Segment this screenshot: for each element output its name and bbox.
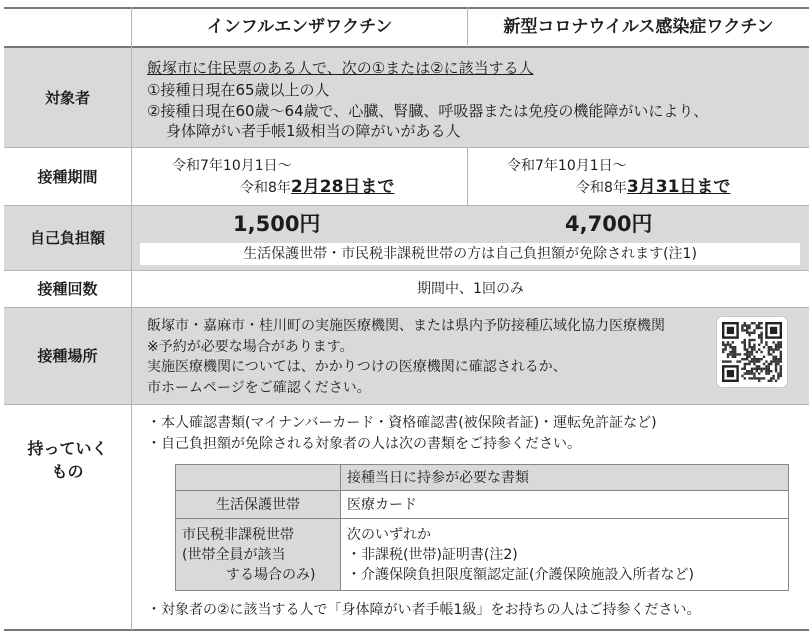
covid-period-end-date: 3月31日まで <box>626 177 731 197</box>
period-label: 接種期間 <box>37 167 98 186</box>
qr-module <box>760 370 762 372</box>
qr-module <box>753 360 755 362</box>
qr-module <box>758 336 760 338</box>
covid-price: 4,700円 <box>565 212 653 236</box>
qr-module <box>746 329 748 331</box>
qr-module <box>753 372 755 374</box>
qr-module <box>746 327 748 329</box>
qr-module <box>760 339 762 341</box>
qr-module <box>751 370 753 372</box>
bring-bullet3: ・対象者の②に該当する人で「身体障がい者手帳1級」をお持ちの人はご持参ください。 <box>147 602 701 618</box>
qr-module <box>768 370 770 372</box>
qr-module <box>775 346 777 348</box>
qr-module <box>736 360 738 362</box>
qr-module <box>753 363 755 365</box>
qr-module <box>722 351 724 353</box>
qr-module <box>768 348 770 350</box>
qr-module <box>765 368 767 370</box>
place-line1: 飯塚市・嘉麻市・桂川町の実施医療機関、または県内予防接種広域化協力医療機関 <box>147 318 665 334</box>
qr-module <box>760 351 762 353</box>
qr-module <box>763 368 765 370</box>
qr-module <box>780 356 782 358</box>
target-line4: 身体障がい者手帳1級相当の障がいがある人 <box>166 122 461 140</box>
qr-module <box>775 370 777 372</box>
qr-module <box>727 353 729 355</box>
qr-module <box>734 356 736 358</box>
qr-module <box>739 353 741 355</box>
qr-module <box>729 346 731 348</box>
qr-module <box>732 348 734 350</box>
qr-module <box>770 353 772 355</box>
row2-label <box>176 519 341 591</box>
qr-module <box>732 341 734 343</box>
qr-module <box>753 356 755 358</box>
target-line2: ①接種日現在65歳以上の人 <box>147 81 330 99</box>
bring-bullet2: ・自己負担額が免除される対象者の人は次の書類をご持参ください。 <box>147 436 581 452</box>
qr-module <box>780 351 782 353</box>
qr-module <box>753 332 755 334</box>
qr-module <box>741 324 743 326</box>
qr-module <box>770 363 772 365</box>
qr-module <box>748 327 750 329</box>
row2-value <box>341 519 789 591</box>
qr-module <box>758 348 760 350</box>
qr-module <box>744 358 746 360</box>
qr-module <box>753 339 755 341</box>
qr-module <box>758 324 760 326</box>
qr-module <box>770 377 772 379</box>
qr-module <box>780 372 782 374</box>
qr-module <box>756 370 758 372</box>
qr-module <box>775 360 777 362</box>
qr-module <box>758 334 760 336</box>
qr-module <box>775 344 777 346</box>
qr-module <box>734 346 736 348</box>
row2-label-line2: (世帯全員が該当 <box>182 546 286 563</box>
qr-module <box>758 327 760 329</box>
bring-bullet1: ・本人確認書類(マイナンバーカード・資格確認書(被保険者証)・運転免許証など) <box>147 415 657 431</box>
qr-module <box>758 368 760 370</box>
qr-module <box>760 341 762 343</box>
qr-module <box>729 351 731 353</box>
qr-code-icon[interactable] <box>716 316 788 388</box>
table-header: 接種当日に持参が必要な書類 <box>341 465 789 491</box>
qr-module <box>746 351 748 353</box>
qr-module <box>765 360 767 362</box>
qr-module <box>724 360 726 362</box>
qr-module <box>727 341 729 343</box>
qr-module <box>746 370 748 372</box>
qr-module <box>744 346 746 348</box>
qr-module <box>746 332 748 334</box>
qr-module <box>736 353 738 355</box>
qr-module <box>748 360 750 362</box>
bring-label <box>4 405 131 515</box>
qr-module <box>751 348 753 350</box>
qr-module <box>758 380 760 382</box>
qr-module <box>780 365 782 367</box>
flu-period-end-date: 2月28日まで <box>290 177 395 197</box>
qr-module <box>744 322 746 324</box>
qr-module <box>734 348 736 350</box>
qr-module <box>768 365 770 367</box>
row2-value-line3: ・介護保険負担限度額認定証(介護保険施設入所者など) <box>347 566 694 583</box>
qr-module <box>772 351 774 353</box>
qr-module <box>741 329 743 331</box>
qr-module <box>765 370 767 372</box>
qr-module <box>777 348 779 350</box>
qr-module <box>748 356 750 358</box>
row2-value-line1: 次のいずれか <box>347 526 431 543</box>
qr-module <box>751 360 753 362</box>
row2-value-line2: ・非課税(世帯)証明書(注2) <box>347 546 518 563</box>
qr-module <box>768 368 770 370</box>
qr-module <box>751 368 753 370</box>
count-value: 期間中、1回のみ <box>417 281 524 297</box>
qr-module <box>765 341 767 343</box>
qr-finder <box>727 370 734 377</box>
qr-module <box>729 353 731 355</box>
divider <box>467 147 468 206</box>
qr-module <box>744 377 746 379</box>
qr-module <box>780 375 782 377</box>
qr-module <box>732 353 734 355</box>
qr-module <box>756 324 758 326</box>
qr-module <box>727 360 729 362</box>
qr-module <box>751 339 753 341</box>
qr-module <box>722 360 724 362</box>
qr-module <box>780 344 782 346</box>
qr-module <box>741 327 743 329</box>
qr-module <box>772 348 774 350</box>
qr-module <box>780 358 782 360</box>
qr-module <box>732 346 734 348</box>
qr-module <box>748 370 750 372</box>
qr-module <box>772 377 774 379</box>
qr-module <box>753 329 755 331</box>
flu-period-start: 令和7年10月1日～ <box>172 158 292 174</box>
qr-module <box>744 348 746 350</box>
place-line3: 実施医療機関については、かかりつけの医療機関に確認されるか、 <box>147 359 567 375</box>
qr-module <box>751 372 753 374</box>
qr-module <box>729 360 731 362</box>
qr-module <box>741 375 743 377</box>
qr-module <box>751 358 753 360</box>
target-label: 対象者 <box>44 88 90 107</box>
qr-module <box>751 353 753 355</box>
qr-module <box>748 363 750 365</box>
qr-module <box>770 380 772 382</box>
qr-module <box>756 377 758 379</box>
flu-period-end <box>240 177 394 198</box>
qr-module <box>760 327 762 329</box>
qr-module <box>724 344 726 346</box>
bring-label-line2: もの <box>51 462 84 481</box>
qr-module <box>748 332 750 334</box>
qr-module <box>744 344 746 346</box>
qr-module <box>758 365 760 367</box>
qr-module <box>756 327 758 329</box>
qr-module <box>753 346 755 348</box>
row2-label-line1: 市民税非課税世帯 <box>182 526 294 543</box>
qr-module <box>734 351 736 353</box>
qr-code-graphic <box>717 317 787 387</box>
qr-module <box>739 360 741 362</box>
row1-label: 生活保護世帯 <box>176 491 341 519</box>
qr-module <box>753 344 755 346</box>
qr-module <box>753 348 755 350</box>
qr-module <box>722 344 724 346</box>
header-covid: 新型コロナウイルス感染症ワクチン <box>503 17 774 37</box>
qr-module <box>732 351 734 353</box>
qr-module <box>780 360 782 362</box>
cost-label: 自己負担額 <box>29 229 105 247</box>
qr-module <box>751 322 753 324</box>
qr-module <box>758 358 760 360</box>
qr-module <box>722 348 724 350</box>
qr-module <box>753 322 755 324</box>
qr-module <box>780 370 782 372</box>
qr-module <box>748 339 750 341</box>
qr-module <box>760 332 762 334</box>
qr-finder <box>727 327 734 334</box>
row2-label-line3: する場合のみ) <box>226 566 316 583</box>
qr-module <box>746 358 748 360</box>
covid-period-start: 令和7年10月1日～ <box>507 158 627 174</box>
qr-module <box>770 370 772 372</box>
flu-price: 1,500円 <box>233 212 321 236</box>
qr-module <box>758 360 760 362</box>
qr-module <box>777 344 779 346</box>
qr-module <box>760 336 762 338</box>
divider <box>4 629 809 631</box>
place-line2: ※予約が必要な場合があります。 <box>147 339 354 355</box>
qr-module <box>768 351 770 353</box>
qr-module <box>746 324 748 326</box>
qr-module <box>751 332 753 334</box>
qr-module <box>775 368 777 370</box>
qr-module <box>758 344 760 346</box>
qr-module <box>744 324 746 326</box>
qr-module <box>760 358 762 360</box>
header-flu: インフルエンザワクチン <box>206 17 393 37</box>
qr-module <box>765 344 767 346</box>
qr-module <box>758 372 760 374</box>
qr-module <box>765 372 767 374</box>
qr-module <box>768 363 770 365</box>
qr-module <box>746 348 748 350</box>
exemption-note: 生活保護世帯・市民税非課税世帯の方は自己負担額が免除されます(注1) <box>140 243 800 265</box>
qr-module <box>763 363 765 365</box>
qr-finder <box>770 327 777 334</box>
qr-module <box>748 351 750 353</box>
qr-module <box>756 358 758 360</box>
qr-module <box>765 365 767 367</box>
qr-module <box>763 356 765 358</box>
qr-module <box>777 377 779 379</box>
qr-module <box>775 358 777 360</box>
qr-module <box>763 377 765 379</box>
qr-module <box>753 375 755 377</box>
qr-module <box>780 341 782 343</box>
qr-module <box>770 360 772 362</box>
qr-module <box>744 353 746 355</box>
qr-module <box>772 375 774 377</box>
count-label: 接種回数 <box>37 280 98 298</box>
target-line1: 飯塚市に住民票のある人で、次の①または②に該当する人 <box>147 59 534 77</box>
qr-module <box>751 377 753 379</box>
qr-module <box>753 358 755 360</box>
qr-module <box>748 346 750 348</box>
qr-module <box>770 346 772 348</box>
qr-module <box>768 353 770 355</box>
qr-module <box>775 365 777 367</box>
qr-module <box>753 377 755 379</box>
qr-module <box>763 346 765 348</box>
qr-module <box>729 344 731 346</box>
flu-period-end-prefix: 令和8年 <box>240 180 291 196</box>
qr-module <box>756 351 758 353</box>
qr-module <box>777 375 779 377</box>
qr-module <box>768 372 770 374</box>
target-line3: ②接種日現在60歳～64歳で、心臓、腎臓、呼吸器または免疫の機能障がいにより、 <box>147 102 709 120</box>
qr-module <box>772 360 774 362</box>
qr-module <box>734 353 736 355</box>
covid-period-end-prefix: 令和8年 <box>576 180 627 196</box>
qr-module <box>768 346 770 348</box>
row1-value: 医療カード <box>341 491 789 519</box>
table-corner <box>176 465 341 491</box>
qr-module <box>777 341 779 343</box>
qr-module <box>760 334 762 336</box>
qr-module <box>760 368 762 370</box>
divider <box>131 7 132 630</box>
qr-module <box>748 372 750 374</box>
qr-module <box>780 346 782 348</box>
qr-module <box>775 348 777 350</box>
qr-module <box>758 322 760 324</box>
qr-module <box>744 372 746 374</box>
qr-module <box>724 348 726 350</box>
qr-module <box>756 360 758 362</box>
qr-module <box>775 380 777 382</box>
bring-label-line1: 持っていく <box>27 439 108 458</box>
qr-module <box>751 351 753 353</box>
qr-module <box>741 358 743 360</box>
qr-module <box>751 346 753 348</box>
qr-module <box>748 377 750 379</box>
qr-module <box>744 341 746 343</box>
qr-module <box>768 380 770 382</box>
qr-module <box>775 363 777 365</box>
qr-module <box>748 353 750 355</box>
qr-module <box>777 346 779 348</box>
place-label: 接種場所 <box>37 347 98 365</box>
qr-module <box>756 365 758 367</box>
covid-period-end <box>576 177 730 198</box>
qr-module <box>780 368 782 370</box>
qr-module <box>732 356 734 358</box>
qr-module <box>770 348 772 350</box>
qr-module <box>727 344 729 346</box>
qr-module <box>746 353 748 355</box>
required-documents-table <box>175 464 789 591</box>
qr-module <box>756 368 758 370</box>
place-line4: 市ホームページをご確認ください。 <box>147 380 371 396</box>
qr-module <box>748 324 750 326</box>
qr-module <box>741 368 743 370</box>
qr-module <box>744 368 746 370</box>
qr-module <box>753 368 755 370</box>
qr-module <box>777 360 779 362</box>
qr-module <box>727 356 729 358</box>
qr-module <box>772 356 774 358</box>
qr-module <box>724 346 726 348</box>
qr-module <box>722 341 724 343</box>
qr-module <box>748 341 750 343</box>
qr-module <box>777 363 779 365</box>
qr-module <box>744 329 746 331</box>
qr-module <box>777 358 779 360</box>
qr-module <box>760 377 762 379</box>
qr-module <box>746 363 748 365</box>
qr-module <box>748 334 750 336</box>
qr-module <box>780 353 782 355</box>
qr-module <box>772 358 774 360</box>
qr-module <box>758 377 760 379</box>
qr-module <box>744 339 746 341</box>
qr-module <box>760 322 762 324</box>
qr-module <box>744 363 746 365</box>
qr-module <box>748 344 750 346</box>
qr-module <box>777 372 779 374</box>
qr-module <box>746 372 748 374</box>
qr-module <box>744 365 746 367</box>
qr-module <box>741 341 743 343</box>
qr-module <box>775 356 777 358</box>
qr-module <box>772 341 774 343</box>
qr-module <box>746 356 748 358</box>
